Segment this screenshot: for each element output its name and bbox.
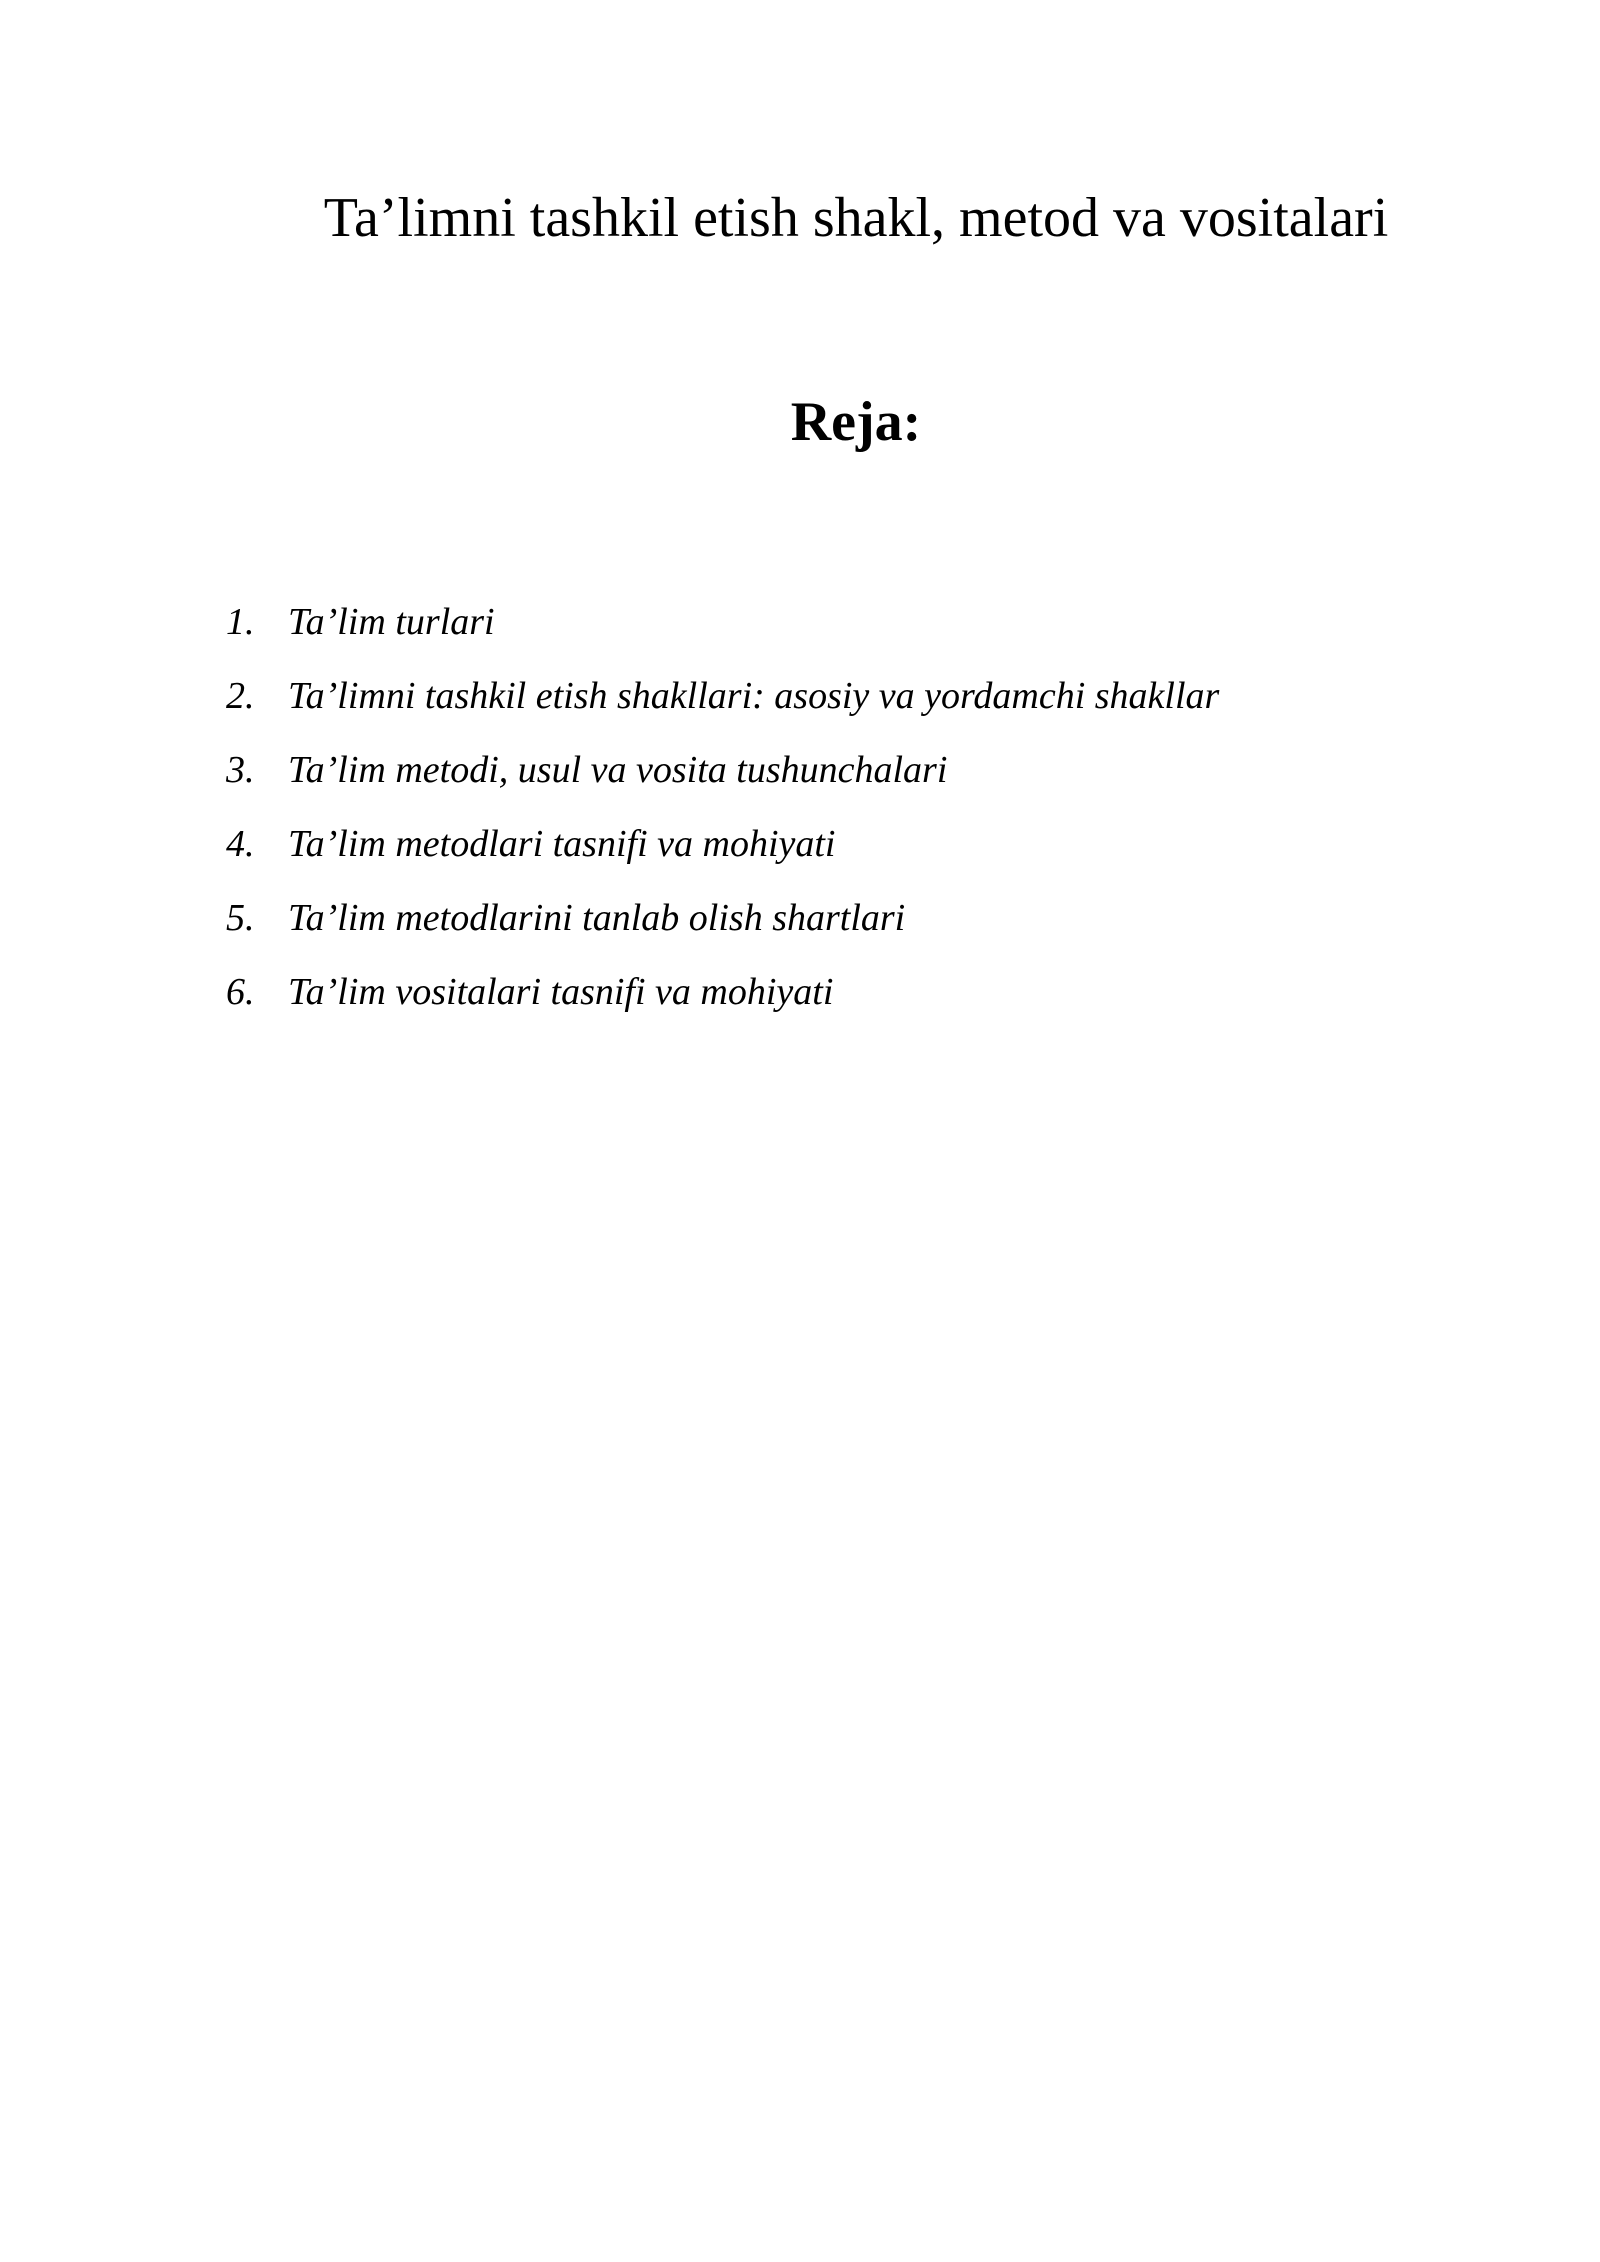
- list-item-number: 2.: [226, 675, 255, 717]
- list-item-number: 5.: [226, 897, 255, 939]
- list-item-text: Ta’lim metodlari tasnifi va mohiyati: [288, 823, 836, 865]
- list-item: [226, 585, 1219, 659]
- list-item-number: 1.: [226, 601, 255, 643]
- list-item: [226, 733, 1219, 807]
- plan-heading: Reja:: [790, 391, 922, 453]
- list-item-number: 3.: [226, 749, 255, 791]
- list-item: [226, 955, 1219, 1029]
- list-item: [226, 881, 1219, 955]
- list-item-text: Ta’lim turlari: [288, 601, 495, 643]
- document-title: Ta’limni tashkil etish shakl, metod va vositalari: [323, 187, 1389, 249]
- list-item: [226, 807, 1219, 881]
- list-item-number: 6.: [226, 971, 255, 1013]
- list-item-text: Ta’lim metodlarini tanlab olish shartlari: [288, 897, 906, 939]
- list-item-number: 4.: [226, 823, 255, 865]
- list-item-text: Ta’limni tashkil etish shakllari: asosiy va yordamchi shakllar: [288, 675, 1220, 717]
- plan-list: [226, 585, 1219, 1029]
- list-item-text: Ta’lim vositalari tasnifi va mohiyati: [288, 971, 834, 1013]
- list-item: [226, 659, 1219, 733]
- list-item-text: Ta’lim metodi, usul va vosita tushunchalari: [288, 749, 948, 791]
